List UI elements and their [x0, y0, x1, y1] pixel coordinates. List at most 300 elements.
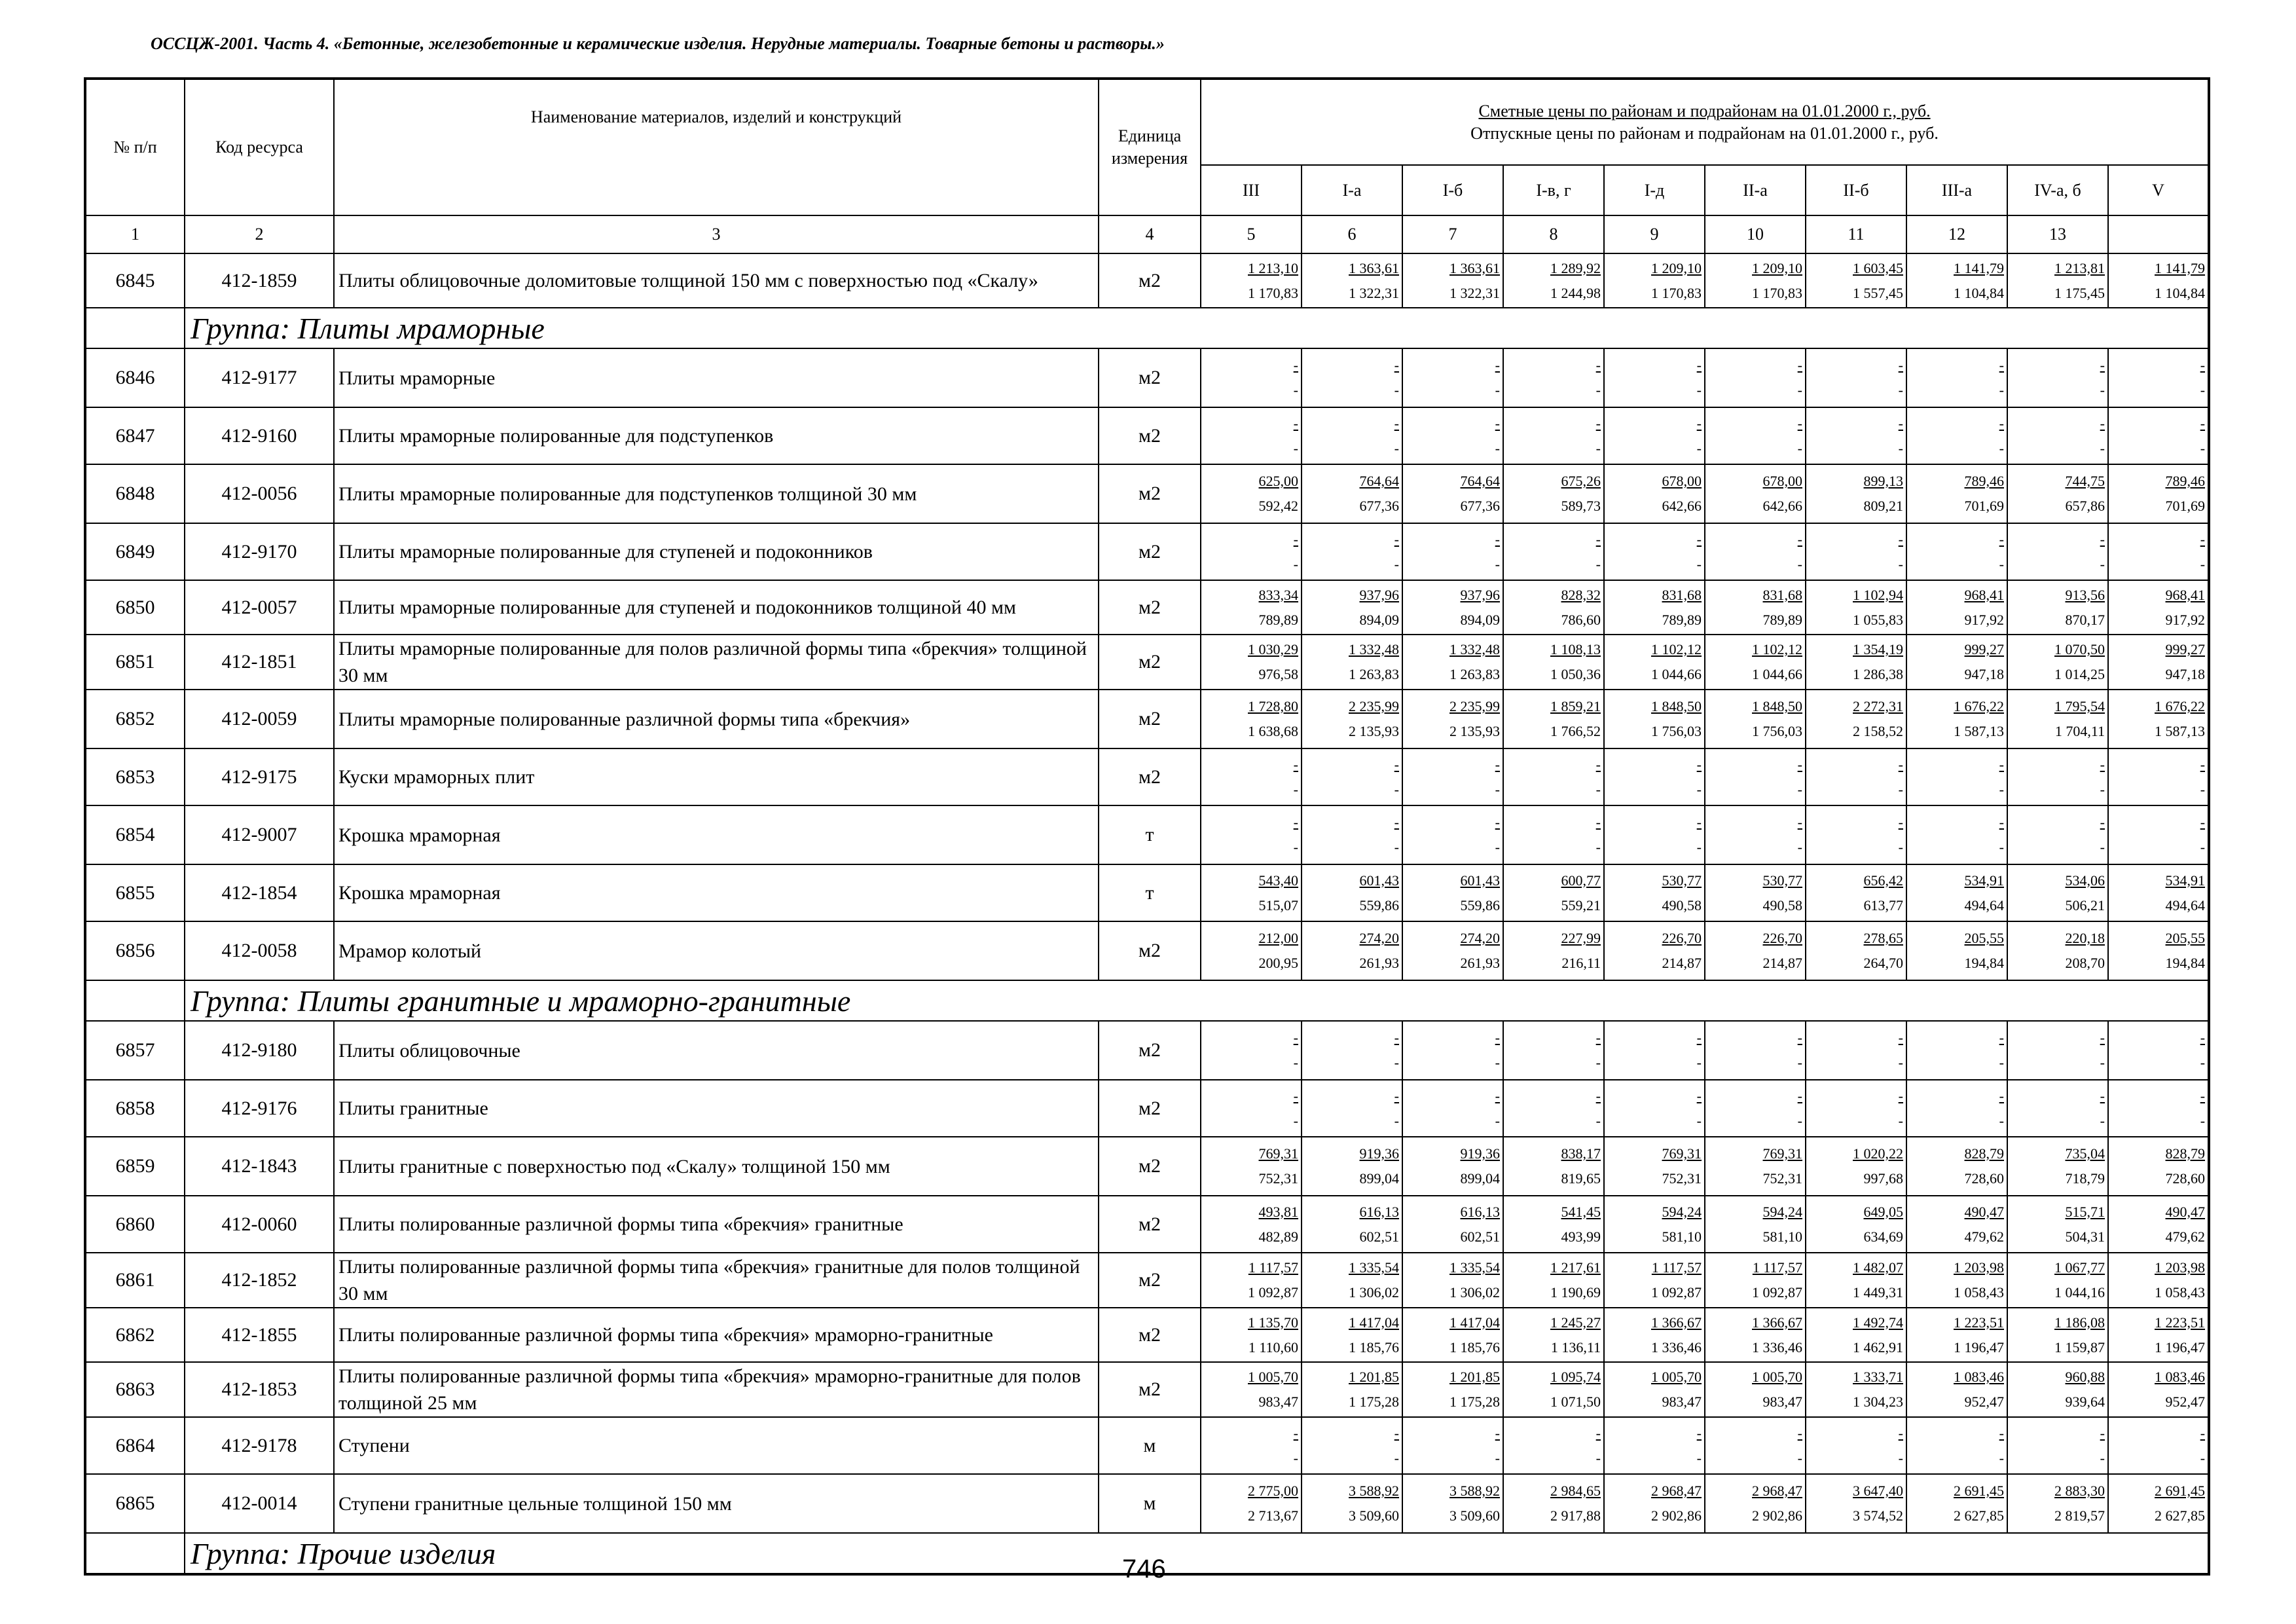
resource-code: 412-0060 [185, 1196, 334, 1253]
price-cell [1302, 1308, 1402, 1362]
estimate-price: 828,32 [1561, 586, 1601, 603]
material-name: Крошка мраморная [334, 805, 1099, 864]
price-cell [1302, 1474, 1402, 1533]
estimate-price: 594,24 [1762, 1203, 1802, 1220]
estimate-price: 1 245,27 [1550, 1314, 1601, 1331]
price-cell [1604, 348, 1705, 407]
price-cell [1806, 523, 1906, 580]
price-cell [1402, 805, 1503, 864]
release-price: 602,51 [1460, 1228, 1500, 1245]
estimate-price: - [1999, 530, 2004, 547]
price-cell [2007, 1137, 2108, 1196]
price-cell [2007, 464, 2108, 523]
estimate-price: 913,56 [2065, 586, 2105, 603]
price-cell [1201, 1080, 1302, 1137]
price-cell [1402, 748, 1503, 805]
release-price: - [1595, 382, 1601, 398]
material-name: Куски мраморных плит [334, 748, 1099, 805]
estimate-price: - [1696, 1029, 1702, 1046]
price-cell [1302, 1021, 1402, 1080]
estimate-price: 541,45 [1561, 1203, 1601, 1220]
estimate-price: 227,99 [1561, 930, 1601, 946]
row-number: 6858 [85, 1080, 185, 1137]
release-price: 899,04 [1460, 1170, 1500, 1187]
release-price: 2 819,57 [2054, 1507, 2105, 1524]
release-price: 194,84 [1964, 955, 2004, 971]
price-cell [1201, 1137, 1302, 1196]
table-row [85, 1417, 2209, 1474]
price-cell [2108, 1080, 2209, 1137]
price-cell [1503, 921, 1604, 980]
region-header: I-а [1302, 165, 1402, 215]
price-cell [2108, 1362, 2209, 1417]
price-cell [1604, 523, 1705, 580]
price-cell [2007, 253, 2108, 308]
release-price: 2 902,86 [1651, 1507, 1702, 1524]
estimate-price: 1 005,70 [1248, 1369, 1298, 1385]
release-price: 1 044,16 [2054, 1284, 2105, 1301]
price-cell [1604, 253, 1705, 308]
estimate-price: 968,41 [2165, 586, 2206, 603]
price-cell [2007, 1021, 2108, 1080]
column-number: 6 [1302, 215, 1402, 253]
price-cell [1402, 1417, 1503, 1474]
estimate-price: - [1495, 1029, 1500, 1046]
estimate-price: 534,91 [2165, 872, 2206, 889]
release-price: 728,60 [1964, 1170, 2004, 1187]
table-row [85, 1253, 2209, 1308]
region-header: II-а [1705, 165, 1806, 215]
price-cell [1806, 921, 1906, 980]
release-price: 894,09 [1359, 611, 1399, 628]
release-price: 752,31 [1258, 1170, 1298, 1187]
price-cell [1604, 464, 1705, 523]
price-cell [2007, 523, 2108, 580]
price-cell [1503, 690, 1604, 748]
release-price: 2 135,93 [1349, 723, 1399, 739]
region-header: I-б [1402, 165, 1503, 215]
price-cell [1705, 635, 1806, 690]
estimate-price: 1 335,54 [1349, 1259, 1399, 1276]
estimate-price: 530,77 [1662, 872, 1702, 889]
estimate-price: 1 213,81 [2054, 259, 2105, 276]
price-cell [1604, 580, 1705, 635]
header-price-release: Отпускные цены по районам и подрайонам на 01.01.2000 г., руб. [1470, 123, 1939, 143]
release-price: 1 449,31 [1853, 1284, 1903, 1301]
price-cell [1604, 864, 1705, 921]
unit-of-measure: м2 [1099, 921, 1201, 980]
release-price: - [1999, 1054, 2004, 1071]
price-cell [1705, 1362, 1806, 1417]
resource-code: 412-9170 [185, 523, 334, 580]
estimate-price: - [2100, 756, 2105, 773]
column-number: 7 [1402, 215, 1503, 253]
release-price: 1 136,11 [1550, 1338, 1601, 1356]
estimate-price: 1 067,77 [2054, 1259, 2105, 1276]
price-cell [1302, 864, 1402, 921]
estimate-price: - [1495, 1424, 1500, 1441]
group-title: Группа: Плиты мраморные [185, 308, 2209, 348]
estimate-price: 1 070,50 [2054, 641, 2105, 657]
estimate-price: 2 984,65 [1550, 1483, 1601, 1499]
release-price: 1 587,13 [1954, 723, 2004, 739]
release-price: - [1797, 382, 1802, 398]
table-row [85, 1474, 2209, 1533]
price-cell [1302, 690, 1402, 748]
price-cell [2007, 1417, 2108, 1474]
estimate-price: - [1595, 357, 1601, 373]
release-price: 786,60 [1561, 611, 1601, 628]
release-price: 1 557,45 [1853, 284, 1903, 301]
price-cell [1503, 1021, 1604, 1080]
estimate-price: - [1595, 1087, 1601, 1104]
release-price: - [2100, 1112, 2105, 1129]
price-cell [1302, 921, 1402, 980]
release-price: 983,47 [1662, 1393, 1702, 1410]
estimate-price: 274,20 [1359, 930, 1399, 946]
release-price: - [1595, 1112, 1601, 1129]
page-number: 746 [1122, 1555, 1166, 1583]
release-price: 1 055,83 [1853, 611, 1903, 628]
region-header: II-б [1806, 165, 1906, 215]
table-row [85, 1308, 2209, 1362]
release-price: 952,47 [1964, 1393, 2004, 1410]
price-cell [1906, 1196, 2007, 1253]
unit-of-measure: м2 [1099, 1021, 1201, 1080]
release-price: 208,70 [2065, 955, 2105, 971]
estimate-price: 764,64 [1359, 473, 1399, 489]
group-spacer [85, 1533, 185, 1574]
estimate-price: 205,55 [2165, 930, 2206, 946]
estimate-price: - [2200, 814, 2206, 830]
price-cell [1806, 253, 1906, 308]
release-price: - [1898, 781, 1903, 798]
column-number: 5 [1201, 215, 1302, 253]
price-cell [1705, 407, 1806, 464]
estimate-price: 937,96 [1460, 586, 1500, 603]
header-price-estimate: Сметные цены по районам и подрайонам на 01.01.2000 г., руб. [1478, 101, 1931, 120]
price-cell [2108, 864, 2209, 921]
estimate-price: 1 186,08 [2054, 1314, 2105, 1331]
estimate-price: 616,13 [1359, 1203, 1399, 1220]
region-header: I-в, г [1503, 165, 1604, 215]
estimate-price: 2 235,99 [1449, 698, 1500, 714]
release-price: 592,42 [1258, 498, 1298, 514]
price-cell [2108, 921, 2209, 980]
resource-code: 412-1851 [185, 635, 334, 690]
estimate-price: - [1797, 756, 1802, 773]
region-header: III [1201, 165, 1302, 215]
release-price: - [1495, 555, 1500, 572]
estimate-price: - [1696, 814, 1702, 830]
estimate-price: - [1696, 1424, 1702, 1441]
release-price: - [2200, 555, 2206, 572]
release-price: 1 263,83 [1349, 666, 1399, 682]
price-cell [1402, 1362, 1503, 1417]
estimate-price: 2 968,47 [1651, 1483, 1702, 1499]
price-cell [1201, 805, 1302, 864]
estimate-price: 1 020,22 [1853, 1145, 1903, 1162]
release-price: 1 071,50 [1550, 1393, 1601, 1410]
estimate-price: - [2200, 1029, 2206, 1046]
estimate-price: 205,55 [1964, 930, 2004, 946]
price-cell [1806, 580, 1906, 635]
estimate-price: - [1797, 1029, 1802, 1046]
release-price: 214,87 [1662, 955, 1702, 971]
estimate-price: 1 332,48 [1349, 641, 1399, 657]
release-price: - [1898, 555, 1903, 572]
price-cell [1201, 864, 1302, 921]
price-cell [1906, 921, 2007, 980]
price-cell [2108, 407, 2209, 464]
release-price: - [1797, 555, 1802, 572]
release-price: - [1293, 781, 1298, 798]
release-price: 506,21 [2065, 896, 2105, 913]
material-name: Плиты облицовочные [334, 1021, 1099, 1080]
column-number: 4 [1099, 215, 1201, 253]
estimate-price: 1 289,92 [1550, 259, 1601, 276]
estimate-price: 1 102,12 [1752, 641, 1802, 657]
release-price: - [1696, 781, 1702, 798]
estimate-price: 3 588,92 [1449, 1483, 1500, 1499]
release-price: 1 322,31 [1449, 284, 1500, 301]
estimate-price: 594,24 [1662, 1203, 1702, 1220]
release-price: 482,89 [1258, 1228, 1298, 1245]
price-cell [1604, 690, 1705, 748]
resource-code: 412-1853 [185, 1362, 334, 1417]
material-name: Плиты мраморные полированные для подступенков [334, 407, 1099, 464]
price-cell [1705, 580, 1806, 635]
estimate-price: 1 141,79 [1954, 259, 2004, 276]
price-cell [1201, 1253, 1302, 1308]
material-name: Плиты полированные различной формы типа «брекчия» гранитные [334, 1196, 1099, 1253]
price-cell [1503, 1196, 1604, 1253]
estimate-price: 1 676,22 [2155, 698, 2206, 714]
price-cell [1402, 635, 1503, 690]
estimate-price: - [1394, 814, 1399, 830]
release-price: - [1696, 1449, 1702, 1466]
price-cell [1806, 1308, 1906, 1362]
release-price: 1 058,43 [2155, 1284, 2206, 1301]
material-name: Плиты полированные различной формы типа «брекчия» мраморно-гранитные [334, 1308, 1099, 1362]
price-cell [2007, 635, 2108, 690]
estimate-price: 1 223,51 [2155, 1314, 2206, 1331]
estimate-price: - [2200, 1424, 2206, 1441]
estimate-price: 1 603,45 [1853, 259, 1903, 276]
table-row [85, 748, 2209, 805]
price-cell [1705, 864, 1806, 921]
release-price: 504,31 [2065, 1228, 2105, 1245]
material-name: Плиты мраморные [334, 348, 1099, 407]
resource-code: 412-9178 [185, 1417, 334, 1474]
unit-of-measure: м2 [1099, 407, 1201, 464]
estimate-price: 1 083,46 [1954, 1369, 2004, 1385]
release-price: - [1696, 439, 1702, 456]
release-price: - [1898, 439, 1903, 456]
estimate-price: - [1595, 756, 1601, 773]
price-cell [2108, 635, 2209, 690]
release-price: 494,64 [2165, 896, 2206, 913]
release-price: - [1696, 1054, 1702, 1071]
row-number: 6856 [85, 921, 185, 980]
unit-of-measure: т [1099, 864, 1201, 921]
release-price: - [1495, 781, 1500, 798]
price-cell [1201, 690, 1302, 748]
price-cell [1604, 1474, 1705, 1533]
resource-code: 412-9160 [185, 407, 334, 464]
price-cell [1705, 1080, 1806, 1137]
price-cell [1201, 635, 1302, 690]
material-name: Ступени [334, 1417, 1099, 1474]
release-price: - [1595, 1449, 1601, 1466]
release-price: 752,31 [1762, 1170, 1802, 1187]
price-cell [2108, 1253, 2209, 1308]
estimate-price: - [2200, 1087, 2206, 1104]
price-cell [1402, 1137, 1503, 1196]
price-cell [1201, 1021, 1302, 1080]
estimate-price: 515,71 [2065, 1203, 2105, 1220]
row-number: 6847 [85, 407, 185, 464]
resource-code: 412-9177 [185, 348, 334, 407]
unit-of-measure: м2 [1099, 1196, 1201, 1253]
table-row [85, 864, 2209, 921]
estimate-price: - [2100, 1029, 2105, 1046]
estimate-price: 1 676,22 [1954, 698, 2004, 714]
estimate-price: 625,00 [1258, 473, 1298, 489]
release-price: 1 322,31 [1349, 284, 1399, 301]
estimate-price: 493,81 [1258, 1203, 1298, 1220]
estimate-price: 601,43 [1359, 872, 1399, 889]
resource-code: 412-9180 [185, 1021, 334, 1080]
table-row [85, 464, 2209, 523]
estimate-price: - [2100, 1424, 2105, 1441]
release-price: 479,62 [2165, 1228, 2206, 1245]
release-price: 1 014,25 [2054, 666, 2105, 682]
estimate-price: - [2200, 415, 2206, 432]
estimate-price: 1 117,57 [1752, 1259, 1802, 1276]
release-price: 1 170,83 [1651, 284, 1702, 301]
estimate-price: 1 201,85 [1449, 1369, 1500, 1385]
header-code: Код ресурса [185, 79, 334, 215]
release-price: - [1495, 1054, 1500, 1071]
release-price: 1 092,87 [1752, 1284, 1802, 1301]
release-price: - [2100, 1054, 2105, 1071]
price-cell [2007, 805, 2108, 864]
row-number: 6852 [85, 690, 185, 748]
price-cell [1705, 1308, 1806, 1362]
estimate-price: - [1696, 415, 1702, 432]
estimate-price: 1 209,10 [1752, 259, 1802, 276]
release-price: 657,86 [2065, 498, 2105, 514]
column-number: 13 [2007, 215, 2108, 253]
price-cell [2007, 1308, 2108, 1362]
resource-code: 412-1843 [185, 1137, 334, 1196]
estimate-price: 1 108,13 [1550, 641, 1601, 657]
estimate-price: 1 728,80 [1248, 698, 1298, 714]
table-row [85, 1196, 2209, 1253]
price-cell [2007, 690, 2108, 748]
estimate-price: 960,88 [2065, 1369, 2105, 1385]
column-number: 12 [1906, 215, 2007, 253]
release-price: 677,36 [1460, 498, 1500, 514]
release-price: - [2100, 839, 2105, 855]
estimate-price: - [1999, 1087, 2004, 1104]
release-price: - [1595, 839, 1601, 855]
release-price: - [1999, 439, 2004, 456]
price-cell [1402, 1253, 1503, 1308]
price-cell [1302, 253, 1402, 308]
table-body [85, 253, 2209, 1574]
column-number: 9 [1604, 215, 1705, 253]
release-price: - [1394, 1449, 1399, 1466]
release-price: 3 509,60 [1349, 1507, 1399, 1524]
release-price: - [1293, 1449, 1298, 1466]
estimate-price: 220,18 [2065, 930, 2105, 946]
release-price: 728,60 [2165, 1170, 2206, 1187]
release-price: 917,92 [2165, 611, 2206, 628]
release-price: 917,92 [1964, 611, 2004, 628]
price-cell [2007, 1253, 2108, 1308]
release-price: - [2200, 1112, 2206, 1129]
price-cell [1503, 748, 1604, 805]
estimate-price: - [1898, 415, 1903, 432]
estimate-price: 1 209,10 [1651, 259, 1702, 276]
release-price: 947,18 [2165, 666, 2206, 682]
release-price: - [1797, 781, 1802, 798]
price-cell [1806, 1474, 1906, 1533]
price-cell [1402, 523, 1503, 580]
resource-code: 412-9007 [185, 805, 334, 864]
price-cell [1705, 1196, 1806, 1253]
estimate-price: - [1394, 1087, 1399, 1104]
release-price: 581,10 [1762, 1228, 1802, 1245]
estimate-price: 999,27 [1964, 641, 2004, 657]
estimate-price: 937,96 [1359, 586, 1399, 603]
price-cell [1201, 1196, 1302, 1253]
estimate-price: - [1495, 756, 1500, 773]
estimate-price: 919,36 [1460, 1145, 1500, 1162]
material-name: Плиты мраморные полированные различной формы типа «брекчия» [334, 690, 1099, 748]
price-cell [1503, 580, 1604, 635]
estimate-price: - [1495, 814, 1500, 830]
region-header: III-а [1906, 165, 2007, 215]
material-name: Ступени гранитные цельные толщиной 150 мм [334, 1474, 1099, 1533]
price-cell [1302, 1417, 1402, 1474]
release-price: - [1999, 781, 2004, 798]
release-price: - [2200, 839, 2206, 855]
estimate-price: - [1696, 1087, 1702, 1104]
estimate-price: - [1495, 1087, 1500, 1104]
estimate-price: 675,26 [1561, 473, 1601, 489]
price-cell [1705, 1474, 1806, 1533]
price-cell [1302, 1253, 1402, 1308]
price-cell [1806, 464, 1906, 523]
price-cell [1705, 1417, 1806, 1474]
release-price: 789,89 [1762, 611, 1802, 628]
estimate-price: 656,42 [1863, 872, 1903, 889]
price-cell [1806, 1417, 1906, 1474]
estimate-price: - [1999, 415, 2004, 432]
estimate-price: 2 691,45 [1954, 1483, 2004, 1499]
release-price: - [1797, 1112, 1802, 1129]
estimate-price: 1 102,12 [1651, 641, 1702, 657]
price-cell [1906, 407, 2007, 464]
release-price: 976,58 [1258, 666, 1298, 682]
estimate-price: - [1394, 530, 1399, 547]
release-price: - [2200, 1449, 2206, 1466]
estimate-price: 1 117,57 [1248, 1259, 1298, 1276]
material-name: Плиты мраморные полированные для полов различной формы типа «брекчия» толщиной 30 мм [334, 635, 1099, 690]
